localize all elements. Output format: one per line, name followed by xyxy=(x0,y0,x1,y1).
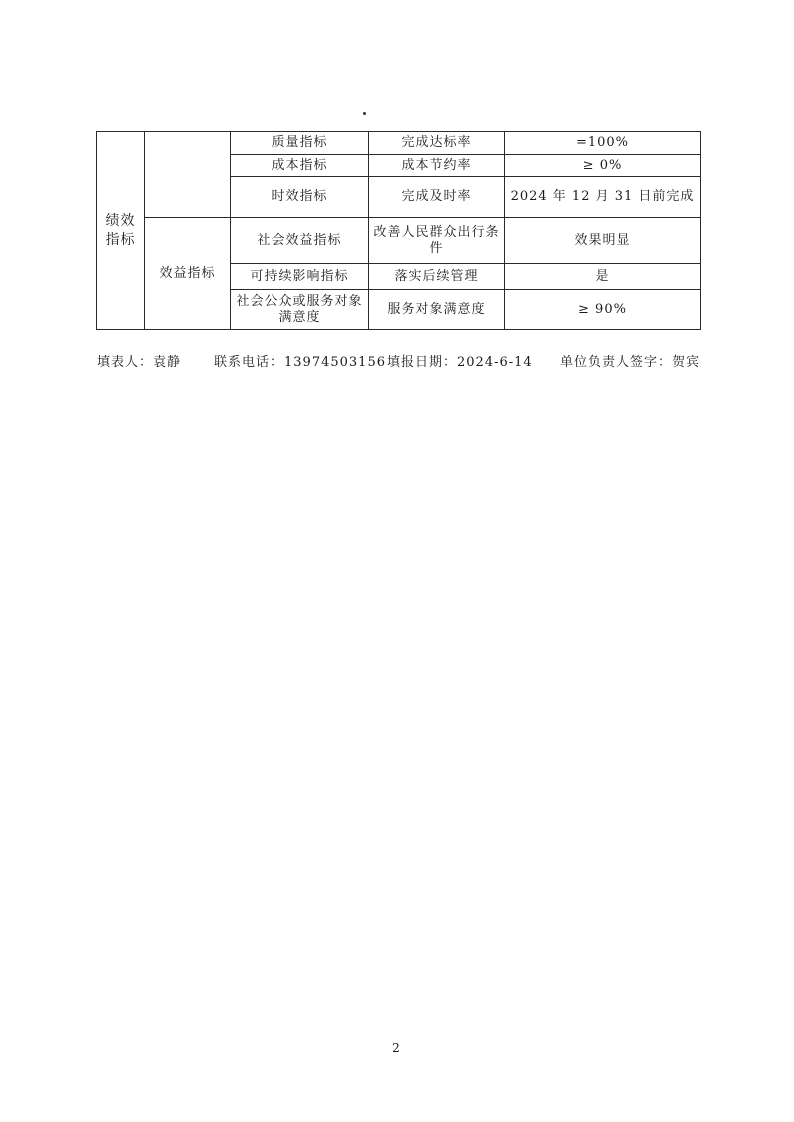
category-label: 绩效指标 xyxy=(105,212,136,248)
indicator-cell: 可持续影响指标 xyxy=(231,264,369,290)
indicator-cell: 时效指标 xyxy=(231,177,369,218)
indicator-cell: 社会公众或服务对象满意度 xyxy=(231,290,369,330)
table-row xyxy=(97,132,701,155)
phone-field: 联系电话：13974503156 xyxy=(214,355,386,370)
table-row xyxy=(97,218,701,264)
indicator-cell: 社会效益指标 xyxy=(231,218,369,264)
indicator-cell: 成本指标 xyxy=(231,155,369,177)
benefit-label-cell: 效益指标 xyxy=(145,218,231,330)
indicator-cell: 质量指标 xyxy=(231,132,369,155)
page-number: 2 xyxy=(392,1041,400,1055)
signer-field: 单位负责人签字：贺宾 xyxy=(559,355,700,370)
signature-footer xyxy=(97,351,700,369)
date-field: 填报日期：2024-6-14 xyxy=(387,355,533,370)
value-cell: ≥ 90% xyxy=(505,290,701,330)
value-cell: 2024 年 12 月 31 日前完成 xyxy=(505,177,701,218)
item-cell: 服务对象满意度 xyxy=(369,290,505,330)
item-cell: 完成及时率 xyxy=(369,177,505,218)
category-cell xyxy=(97,132,145,330)
value-cell: ≥ 0% xyxy=(505,155,701,177)
filler-field: 填表人：袁静 xyxy=(97,355,182,370)
item-cell: 落实后续管理 xyxy=(369,264,505,290)
performance-table xyxy=(96,131,701,330)
value-cell: 是 xyxy=(505,264,701,290)
item-cell: 完成达标率 xyxy=(369,132,505,155)
item-cell: 成本节约率 xyxy=(369,155,505,177)
scan-speck xyxy=(363,112,366,115)
item-cell: 改善人民群众出行条件 xyxy=(369,218,505,264)
empty-subcategory-cell xyxy=(145,132,231,218)
value-cell: 效果明显 xyxy=(505,218,701,264)
value-cell: =100% xyxy=(505,132,701,155)
